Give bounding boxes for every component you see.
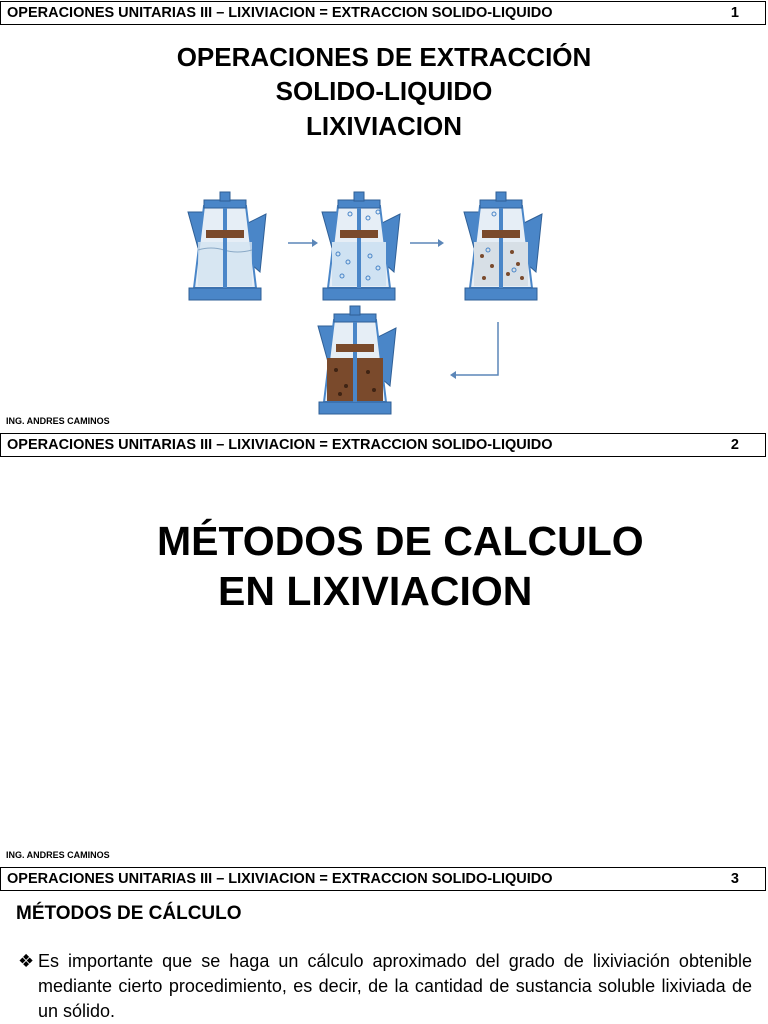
header-title: OPERACIONES UNITARIAS III – LIXIVIACION = EXTRACCION SOLIDO-LIQUIDO [7,437,553,453]
arrow-right-icon [410,239,444,247]
bullet-paragraph [18,949,752,1024]
diamond-bullet-icon: ❖ [18,951,35,971]
slide-3-header [0,867,766,891]
page-number: 3 [730,871,739,887]
arrow-right-icon [288,239,318,247]
slide-2-header [0,433,766,457]
slide-1-title-line-1: OPERACIONES DE EXTRACCIÓN [176,42,592,72]
slide-1-footer: ING. ANDRES CAMINOS [6,416,110,426]
slide-1-title-line-3: LIXIVIACION [305,111,462,141]
bullet-text: Es importante que se haga un cálculo aproximado del grado de lixiviación obtenible mediante cierto procedimiento, es decir, de la cantidad de sustancia soluble lixiviada de un sólido. [38,951,752,1021]
header-title: OPERACIONES UNITARIAS III – LIXIVIACION = EXTRACCION SOLIDO-LIQUIDO [7,5,553,21]
page-number: 2 [730,437,739,453]
header-title: OPERACIONES UNITARIAS III – LIXIVIACION = EXTRACCION SOLIDO-LIQUIDO [7,871,553,887]
section-title: MÉTODOS DE CÁLCULO [16,903,242,924]
coffee-press-leaching-diagram [0,0,768,420]
press-stage-3 [464,192,542,300]
page-number: 1 [730,5,739,21]
slide-1-title-line-2: SOLIDO-LIQUIDO [275,76,493,106]
slide-2-footer: ING. ANDRES CAMINOS [6,850,110,860]
slide-2-title-line-2: EN LIXIVIACION [218,568,533,614]
press-stage-2 [322,192,400,300]
press-stage-4 [318,306,396,414]
press-stage-1 [188,192,266,300]
slide-2-title-line-1: MÉTODOS DE CALCULO [157,518,644,564]
return-arrow-icon [450,322,498,379]
